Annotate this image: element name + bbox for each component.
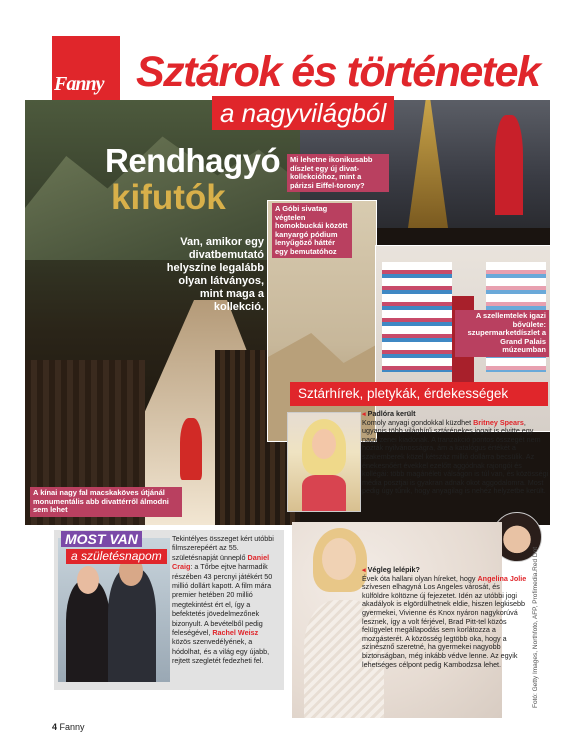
- birthday-text: [172, 534, 278, 666]
- photo-credit: Fotó: Getty Images, Northfoto, AFP, Profimedia.Red Dot: [532, 546, 539, 708]
- jolie-face-shape: [322, 538, 356, 580]
- feature-lead: Van, amikor egy divatbemutató helyszíne legalább olyan látványos, mint maga a kollekció.: [166, 236, 264, 313]
- eiffel-tower-shape: [408, 100, 448, 228]
- news-item-jolie: [362, 566, 528, 669]
- page-label: Fanny: [59, 722, 85, 732]
- caption-wall: A kínai nagy fal macskaköves útjánál monumentális abb divattérről álmodni sem lehet: [30, 487, 182, 517]
- top-shape: [302, 475, 346, 511]
- magazine-logo: [52, 36, 120, 100]
- runway-model: [180, 418, 202, 480]
- news-item-kicker: ◂ Végleg lelépik?: [362, 566, 528, 575]
- celebrity-name: Britney Spears: [473, 417, 524, 427]
- feature-headline-line1: Rendhagyó: [105, 142, 281, 179]
- celebrity-name: Daniel Craig: [172, 552, 270, 572]
- birthday-text-part: közös szenvedélyének, a hódolhat, és a világ egy újabb, rejtett szegletét fedezheti fel.: [172, 637, 270, 666]
- news-item-text: szívesen elhagyná Los Angeles városát, és külföldre költözne új fejezetet. Idén az utóbbi jogi akadályok is elgördülhetnek eldie, hiszen legkisebb gyermekei, Vivienne és Knox nyáron nagykorúvá lesznek, így a volt férjével, Brad Pitt-tel közös felügyelet megállapodás sem korlátozza a mozgásterét. A közösség legtöbb oka, hogy a színésznő szeretné, ha gyermekei nagyobb biztonságban, még inkább védve lenne. Az egyik lehetséges célpont pedig Kambodzsa lehet.: [362, 582, 526, 669]
- news-item-text: , ugyanis több világhírű sztárénekes jogait is elvitte egy nagy zenei kiadónak. A tranzakció pontos összegét nem hozták nyilvánosságra, ám a katalógus értékét a szakemberek közel kétszáz millió dollárra becsülik. Az énekesnőért évekkel ezelőtt aggódnak rajongói és kollégái: több magánéleti válságon is túl van, és közösségi média posztjai is gyakran adnak okot aggodalomra. Most pedig úgy tűnik, hogy anyagilag is nehéz helyzetbe került.: [362, 417, 549, 496]
- birthday-tag-main: MOST VAN: [61, 531, 142, 547]
- page-subtitle: a nagyvilágból: [212, 96, 394, 130]
- britney-spears-photo: [287, 412, 361, 512]
- face-shape: [312, 429, 336, 459]
- birthday-tag-sub: a születésnapom: [66, 549, 167, 564]
- caption-gobi: A Góbi sivatag végtelen homokbuckái között kanyargó pódium lenyűgöző háttér egy bemutatóhoz: [272, 203, 352, 258]
- news-item-text: Évek óta hallani olyan híreket, hogy: [362, 573, 478, 583]
- celebrity-name: Angelina Jolie: [477, 573, 527, 583]
- page-number: 4: [52, 722, 58, 732]
- news-item-text: Komoly anyagi gondokkal küzdhet: [362, 417, 474, 427]
- page-title: Sztárok és történetek: [136, 48, 540, 96]
- model-in-red: [495, 115, 523, 215]
- page-footer: [52, 722, 85, 732]
- birthday-text-part: utóbbi filmszerepéért az 55. születésnapját ünneplő: [172, 534, 274, 562]
- news-item-kicker: ◂ Padlóra került: [362, 410, 550, 419]
- woman-face-shape: [77, 566, 99, 594]
- feature-headline-line2: kifutók: [111, 178, 226, 217]
- woman-shape: [66, 580, 110, 682]
- news-section-title: Sztárhírek, pletykák, érdekességek: [290, 382, 548, 406]
- birthday-text-part: : a Tőrbe ejtve harmadik részében 43 percnyi játékért 50 millió dollárt kapott. A film mára premier hetében 20 millió megtekintést ért el, így a befektetés jövedelmezőnek bizonyult. A bevételből pedig feleségével,: [172, 562, 273, 638]
- news-item-britney: [362, 410, 550, 496]
- caption-market: A szellemtelek igazi bővülete: szupermarketdíszlet a Grand Palais múzeumban: [455, 310, 549, 357]
- celebrity-name: Rachel Weisz: [212, 628, 259, 638]
- logo-text: Fanny: [54, 73, 104, 95]
- birthday-text-part: Tekintélyes összeget kért: [172, 534, 255, 543]
- shelf-left: [382, 262, 452, 372]
- caption-paris: Mi lehetne ikonikusabb díszlet egy új divat-kollekcióhoz, mint a párizsi Eiffel-torony?: [287, 154, 389, 192]
